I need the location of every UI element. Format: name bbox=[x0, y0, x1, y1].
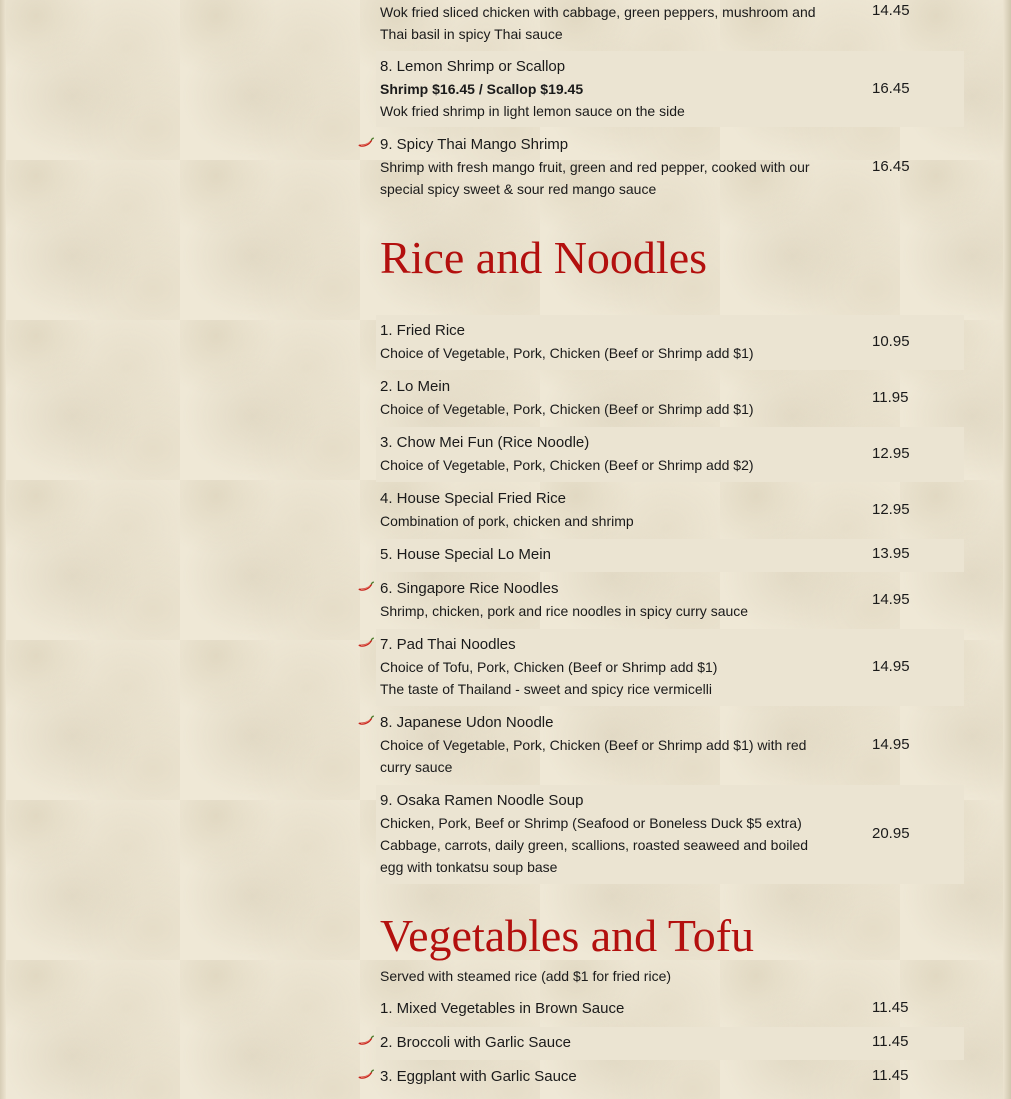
item-description: Wok fried sliced chicken with cabbage, green peppers, mushroom and bbox=[380, 4, 816, 20]
item-description: Wok fried shrimp in light lemon sauce on the side bbox=[380, 103, 685, 119]
item-name: 5. House Special Lo Mein bbox=[380, 546, 551, 563]
item-description: Choice of Vegetable, Pork, Chicken (Beef or Shrimp add $1) bbox=[380, 345, 754, 361]
item-description: Choice of Vegetable, Pork, Chicken (Beef or Shrimp add $1) bbox=[380, 401, 754, 417]
menu-item bbox=[376, 993, 964, 1026]
chili-pepper-icon bbox=[357, 581, 375, 593]
item-price: 20.95 bbox=[872, 825, 910, 842]
item-description: Cabbage, carrots, daily green, scallions, roasted seaweed and boiled bbox=[380, 837, 809, 853]
item-name: 9. Spicy Thai Mango Shrimp bbox=[380, 136, 569, 153]
item-description: Thai basil in spicy Thai sauce bbox=[380, 26, 563, 42]
menu-item bbox=[376, 629, 964, 706]
item-price: 12.95 bbox=[872, 445, 910, 462]
menu-item bbox=[376, 785, 964, 884]
item-name: 7. Pad Thai Noodles bbox=[380, 636, 516, 653]
item-name: 1. Fried Rice bbox=[380, 322, 466, 339]
section-heading-vegetables-tofu: Vegetables and Tofu bbox=[380, 910, 755, 961]
chili-pepper-icon bbox=[357, 715, 375, 727]
menu-item bbox=[376, 1027, 964, 1060]
item-name: 6. Singapore Rice Noodles bbox=[380, 580, 559, 597]
section-note: Served with steamed rice (add $1 for fried rice) bbox=[380, 968, 672, 984]
item-price: 10.95 bbox=[872, 333, 910, 350]
item-price: 16.45 bbox=[872, 158, 910, 175]
item-description: special spicy sweet & sour red mango sauce bbox=[380, 181, 657, 197]
item-name: 4. House Special Fried Rice bbox=[380, 490, 566, 507]
item-name: 3. Eggplant with Garlic Sauce bbox=[380, 1068, 577, 1085]
item-description: Choice of Vegetable, Pork, Chicken (Beef or Shrimp add $2) bbox=[380, 457, 754, 473]
item-price: 14.95 bbox=[872, 658, 910, 675]
chili-pepper-icon bbox=[357, 1069, 375, 1081]
item-description: The taste of Thailand - sweet and spicy rice vermicelli bbox=[380, 681, 712, 697]
menu-item bbox=[376, 0, 964, 48]
item-description: egg with tonkatsu soup base bbox=[380, 859, 558, 875]
section-heading-rice-noodles: Rice and Noodles bbox=[380, 232, 708, 283]
item-price: 12.95 bbox=[872, 501, 910, 518]
item-price: 14.95 bbox=[872, 736, 910, 753]
menu-item bbox=[376, 371, 964, 426]
item-name: 3. Chow Mei Fun (Rice Noodle) bbox=[380, 434, 590, 451]
menu-item bbox=[376, 707, 964, 784]
chili-pepper-icon bbox=[357, 1035, 375, 1047]
menu-item bbox=[376, 51, 964, 127]
menu-item bbox=[376, 427, 964, 482]
item-description: Shrimp, chicken, pork and rice noodles in spicy curry sauce bbox=[380, 603, 749, 619]
page-edge-right bbox=[1003, 0, 1011, 1099]
item-name: 1. Mixed Vegetables in Brown Sauce bbox=[380, 1000, 625, 1017]
chili-pepper-icon bbox=[357, 637, 375, 649]
menu-item bbox=[376, 1061, 964, 1094]
item-name: 2. Lo Mein bbox=[380, 378, 451, 395]
item-price: 14.95 bbox=[872, 591, 910, 608]
item-name: 2. Broccoli with Garlic Sauce bbox=[380, 1034, 571, 1051]
item-price: 11.45 bbox=[872, 1033, 909, 1050]
item-name: 9. Osaka Ramen Noodle Soup bbox=[380, 792, 584, 809]
chili-pepper-icon bbox=[357, 137, 375, 149]
page-edge-left bbox=[0, 0, 6, 1099]
item-name: 8. Lemon Shrimp or Scallop bbox=[380, 58, 566, 75]
menu-item bbox=[376, 483, 964, 538]
item-description: Combination of pork, chicken and shrimp bbox=[380, 513, 634, 529]
item-description: Chicken, Pork, Beef or Shrimp (Seafood or Boneless Duck $5 extra) bbox=[380, 815, 802, 831]
item-description: curry sauce bbox=[380, 759, 453, 775]
menu-item bbox=[376, 573, 964, 628]
item-description: Choice of Vegetable, Pork, Chicken (Beef or Shrimp add $1) with red bbox=[380, 737, 807, 753]
item-price: 11.45 bbox=[872, 999, 909, 1016]
item-description: Choice of Tofu, Pork, Chicken (Beef or Shrimp add $1) bbox=[380, 659, 718, 675]
item-price: 16.45 bbox=[872, 80, 910, 97]
item-price: 11.95 bbox=[872, 389, 909, 406]
item-price: 14.45 bbox=[872, 2, 910, 19]
menu-item bbox=[376, 539, 964, 572]
item-price: 13.95 bbox=[872, 545, 910, 562]
item-price: 11.45 bbox=[872, 1067, 909, 1084]
item-description: Shrimp with fresh mango fruit, green and red pepper, cooked with our bbox=[380, 159, 810, 175]
item-name: 8. Japanese Udon Noodle bbox=[380, 714, 554, 731]
item-price-options: Shrimp $16.45 / Scallop $19.45 bbox=[380, 81, 584, 97]
menu-item bbox=[376, 129, 964, 205]
menu-item bbox=[376, 315, 964, 370]
